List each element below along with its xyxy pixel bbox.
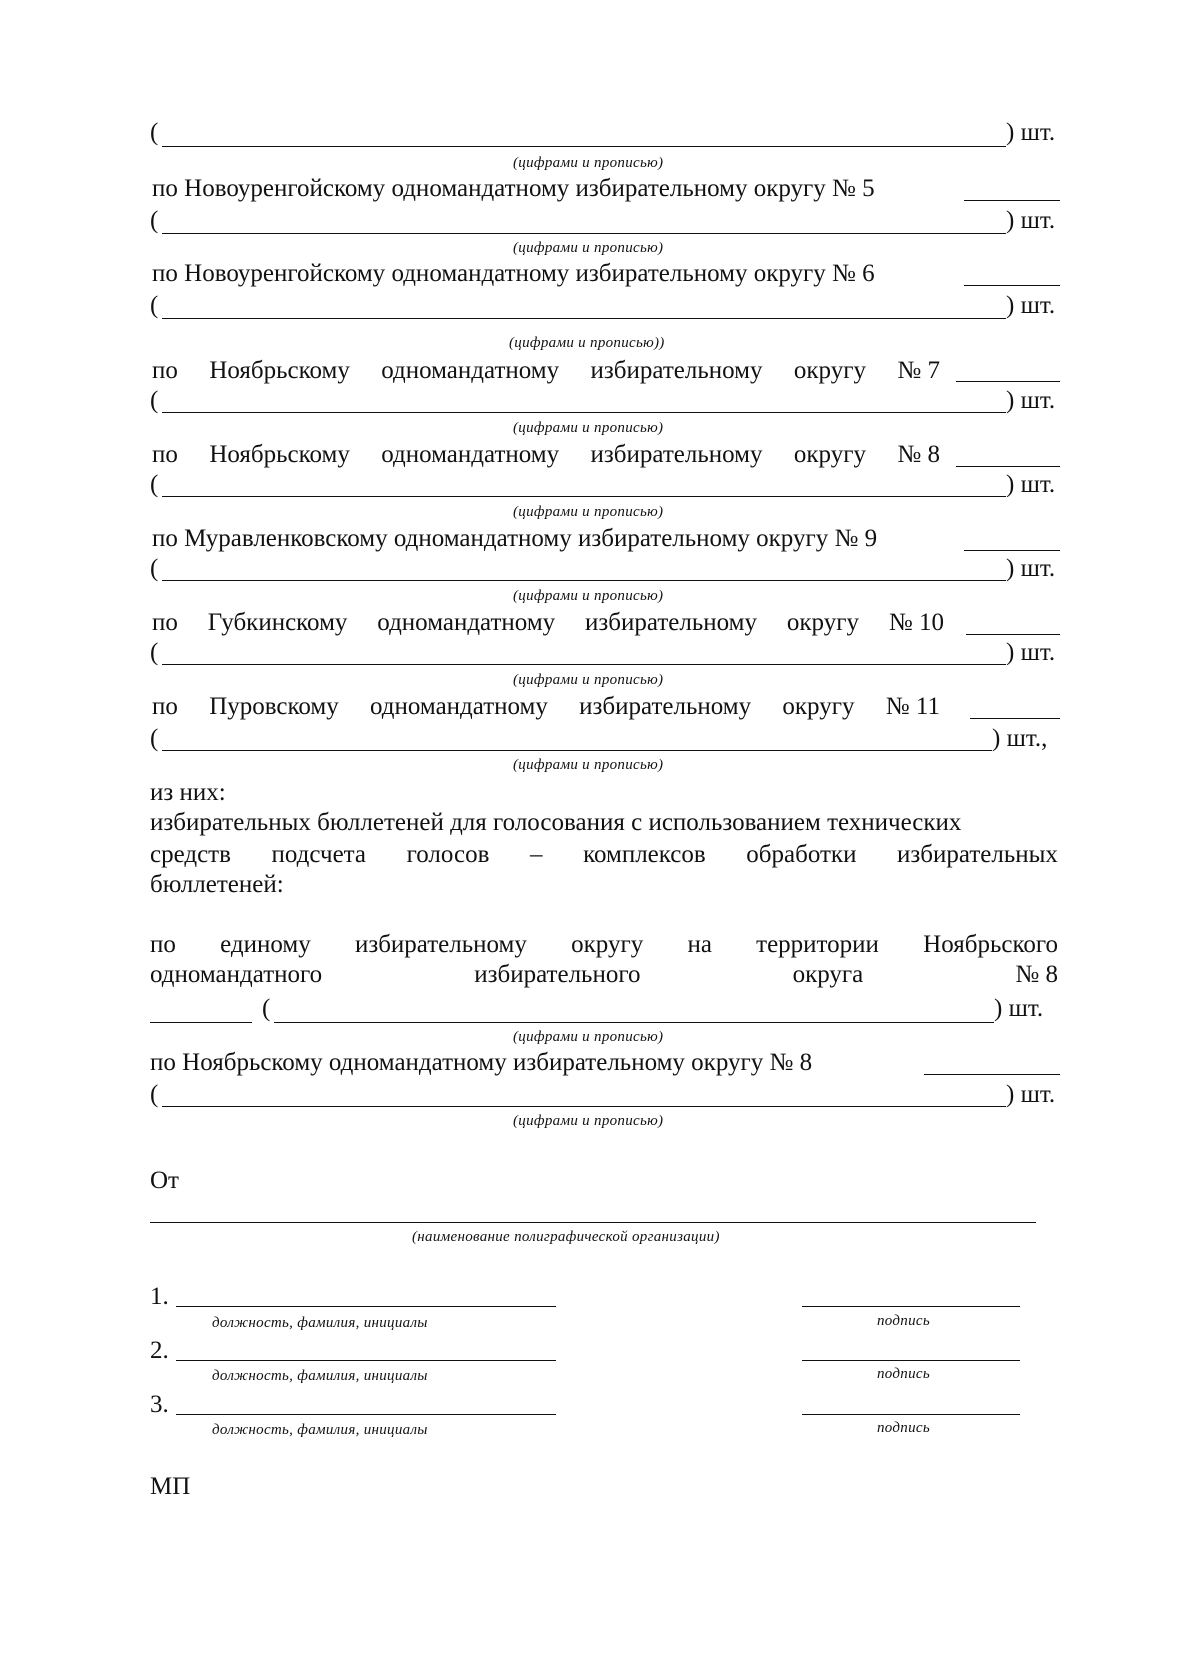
amount-caption: (цифрами и прописью): [513, 155, 664, 171]
signer-3-signature-caption: подпись: [877, 1420, 930, 1436]
signer-1-signature-line[interactable]: [802, 1306, 1020, 1307]
unit-label: ) шт.,: [992, 725, 1048, 752]
signer-1-position-caption: должность, фамилия, инициалы: [212, 1315, 428, 1331]
district-9-text: по Муравленковскому одномандатному избирательному округу № 9: [152, 525, 878, 552]
unit-label: ) шт.: [994, 995, 1044, 1022]
single-district-line-2: одномандатного избирательного округа № 8: [150, 961, 1058, 988]
district-7-count-line[interactable]: [956, 381, 1060, 382]
unit-label: ) шт.: [1006, 387, 1056, 414]
paren-open: (: [150, 471, 159, 498]
amount-line[interactable]: [162, 233, 1006, 234]
org-caption: (наименование полиграфической организации): [412, 1229, 720, 1245]
district-8-count-line[interactable]: [956, 466, 1060, 467]
district-10-count-line[interactable]: [966, 634, 1060, 635]
amount-caption: (цифрами и прописью)): [509, 335, 665, 351]
district-8-text: по Ноябрьскому одномандатному избирательному округу № 8: [152, 441, 940, 468]
unit-label: ) шт.: [1006, 555, 1056, 582]
single-district-line-1: по единому избирательному округу на территории Ноябрьского: [150, 931, 1058, 958]
signer-2-position-line[interactable]: [176, 1360, 556, 1361]
district-9-count-line[interactable]: [964, 550, 1060, 551]
single-district-count-line[interactable]: [150, 1022, 252, 1023]
org-name-line[interactable]: [150, 1222, 1036, 1223]
paren-open: (: [150, 387, 159, 414]
amount-line[interactable]: [162, 750, 992, 751]
signer-3-position-caption: должность, фамилия, инициалы: [212, 1422, 428, 1438]
signer-3-position-line[interactable]: [176, 1414, 556, 1415]
amount-line[interactable]: [162, 496, 1006, 497]
signer-3-number: 3.: [150, 1391, 169, 1418]
paren-open: (: [150, 1081, 159, 1108]
paren-open: (: [150, 292, 159, 319]
signer-2-signature-line[interactable]: [802, 1360, 1020, 1361]
signer-2-position-caption: должность, фамилия, инициалы: [212, 1368, 428, 1384]
last-district-text: по Ноябрьскому одномандатному избирательному округу № 8: [150, 1049, 813, 1076]
signer-2-signature-caption: подпись: [877, 1366, 930, 1382]
paren-open: (: [150, 119, 159, 146]
signer-3-signature-line[interactable]: [802, 1414, 1020, 1415]
paren-open: (: [262, 995, 271, 1022]
from-label: От: [150, 1167, 179, 1194]
paren-open: (: [150, 725, 159, 752]
signer-1-position-line[interactable]: [176, 1306, 556, 1307]
stamp-label: МП: [150, 1473, 191, 1500]
signer-2-number: 2.: [150, 1337, 169, 1364]
amount-caption: (цифрами и прописью): [513, 588, 664, 604]
tech-paragraph-line-1: избирательных бюллетеней для голосования с использованием технических: [150, 809, 962, 836]
tech-paragraph-line-3: бюллетеней:: [150, 871, 284, 898]
paren-open: (: [150, 555, 159, 582]
amount-caption: (цифрами и прописью): [513, 420, 664, 436]
unit-label: ) шт.: [1006, 119, 1056, 146]
amount-line[interactable]: [162, 146, 1006, 147]
amount-caption: (цифрами и прописью): [513, 240, 664, 256]
district-5-text: по Новоуренгойскому одномандатному избирательному округу № 5: [152, 175, 875, 202]
unit-label: ) шт.: [1006, 292, 1056, 319]
signer-1-number: 1.: [150, 1283, 169, 1310]
district-10-text: по Губкинскому одномандатному избирательному округу № 10: [152, 609, 944, 636]
paren-open: (: [150, 207, 159, 234]
unit-label: ) шт.: [1006, 1081, 1056, 1108]
amount-caption: (цифрами и прописью): [513, 504, 664, 520]
district-11-count-line[interactable]: [970, 718, 1060, 719]
district-5-count-line[interactable]: [964, 200, 1060, 201]
tech-paragraph-line-2: средств подсчета голосов – комплексов обработки избирательных: [150, 841, 1058, 868]
amount-caption: (цифрами и прописью): [513, 1029, 664, 1045]
amount-line[interactable]: [162, 664, 1006, 665]
last-district-count-line[interactable]: [924, 1074, 1060, 1075]
signer-1-signature-caption: подпись: [877, 1313, 930, 1329]
of-them-label: из них:: [150, 779, 226, 806]
amount-caption: (цифрами и прописью): [513, 757, 664, 773]
amount-line[interactable]: [162, 412, 1006, 413]
amount-line[interactable]: [162, 318, 1006, 319]
district-7-text: по Ноябрьскому одномандатному избирательному округу № 7: [152, 357, 940, 384]
district-6-count-line[interactable]: [964, 285, 1060, 286]
amount-caption: (цифрами и прописью): [513, 672, 664, 688]
district-11-text: по Пуровскому одномандатному избирательному округу № 11: [152, 693, 940, 720]
district-6-text: по Новоуренгойскому одномандатному избирательному округу № 6: [152, 260, 875, 287]
unit-label: ) шт.: [1006, 471, 1056, 498]
paren-open: (: [150, 639, 159, 666]
amount-line[interactable]: [162, 1106, 1006, 1107]
amount-line[interactable]: [162, 580, 1006, 581]
unit-label: ) шт.: [1006, 207, 1056, 234]
amount-caption: (цифрами и прописью): [513, 1113, 664, 1129]
unit-label: ) шт.: [1006, 639, 1056, 666]
amount-line[interactable]: [274, 1022, 994, 1023]
